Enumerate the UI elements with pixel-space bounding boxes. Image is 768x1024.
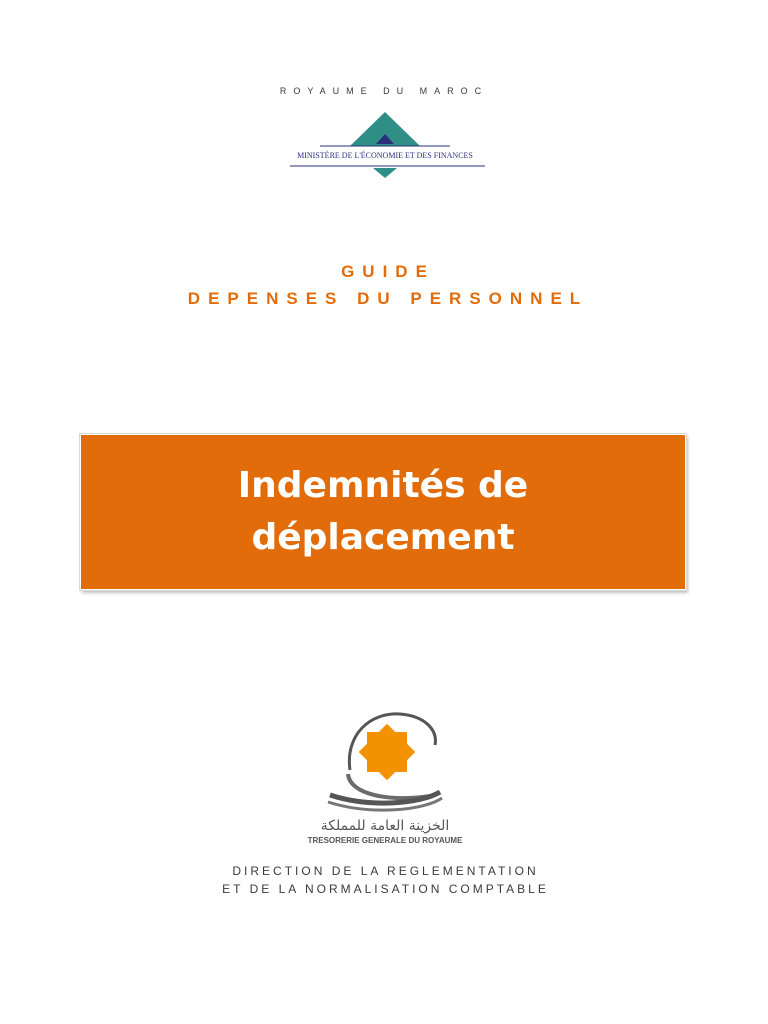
guide-title-line1: GUIDE (341, 262, 435, 281)
banner-line2: déplacement (251, 517, 515, 558)
direction-line1: DIRECTION DE LA REGLEMENTATION (232, 864, 539, 878)
treasury-name-fr: TRESORERIE GENERALE DU ROYAUME (307, 836, 463, 845)
title-banner (80, 434, 686, 590)
kingdom-label: ROYAUME DU MAROC (279, 86, 489, 96)
ministry-logo (270, 110, 500, 184)
guide-title-line2: DEPENSES DU PERSONNEL (187, 289, 589, 308)
direction-line2: ET DE LA NORMALISATION COMPTABLE (222, 882, 549, 896)
banner-line1: Indemnités de (237, 465, 529, 506)
direction-label (0, 862, 768, 898)
guide-title (0, 258, 768, 312)
ministry-logo-text: MINISTÈRE DE L'ÉCONOMIE ET DES FINANCES (297, 151, 473, 160)
treasury-name-ar: الخزينة العامة للمملكة (320, 818, 450, 834)
